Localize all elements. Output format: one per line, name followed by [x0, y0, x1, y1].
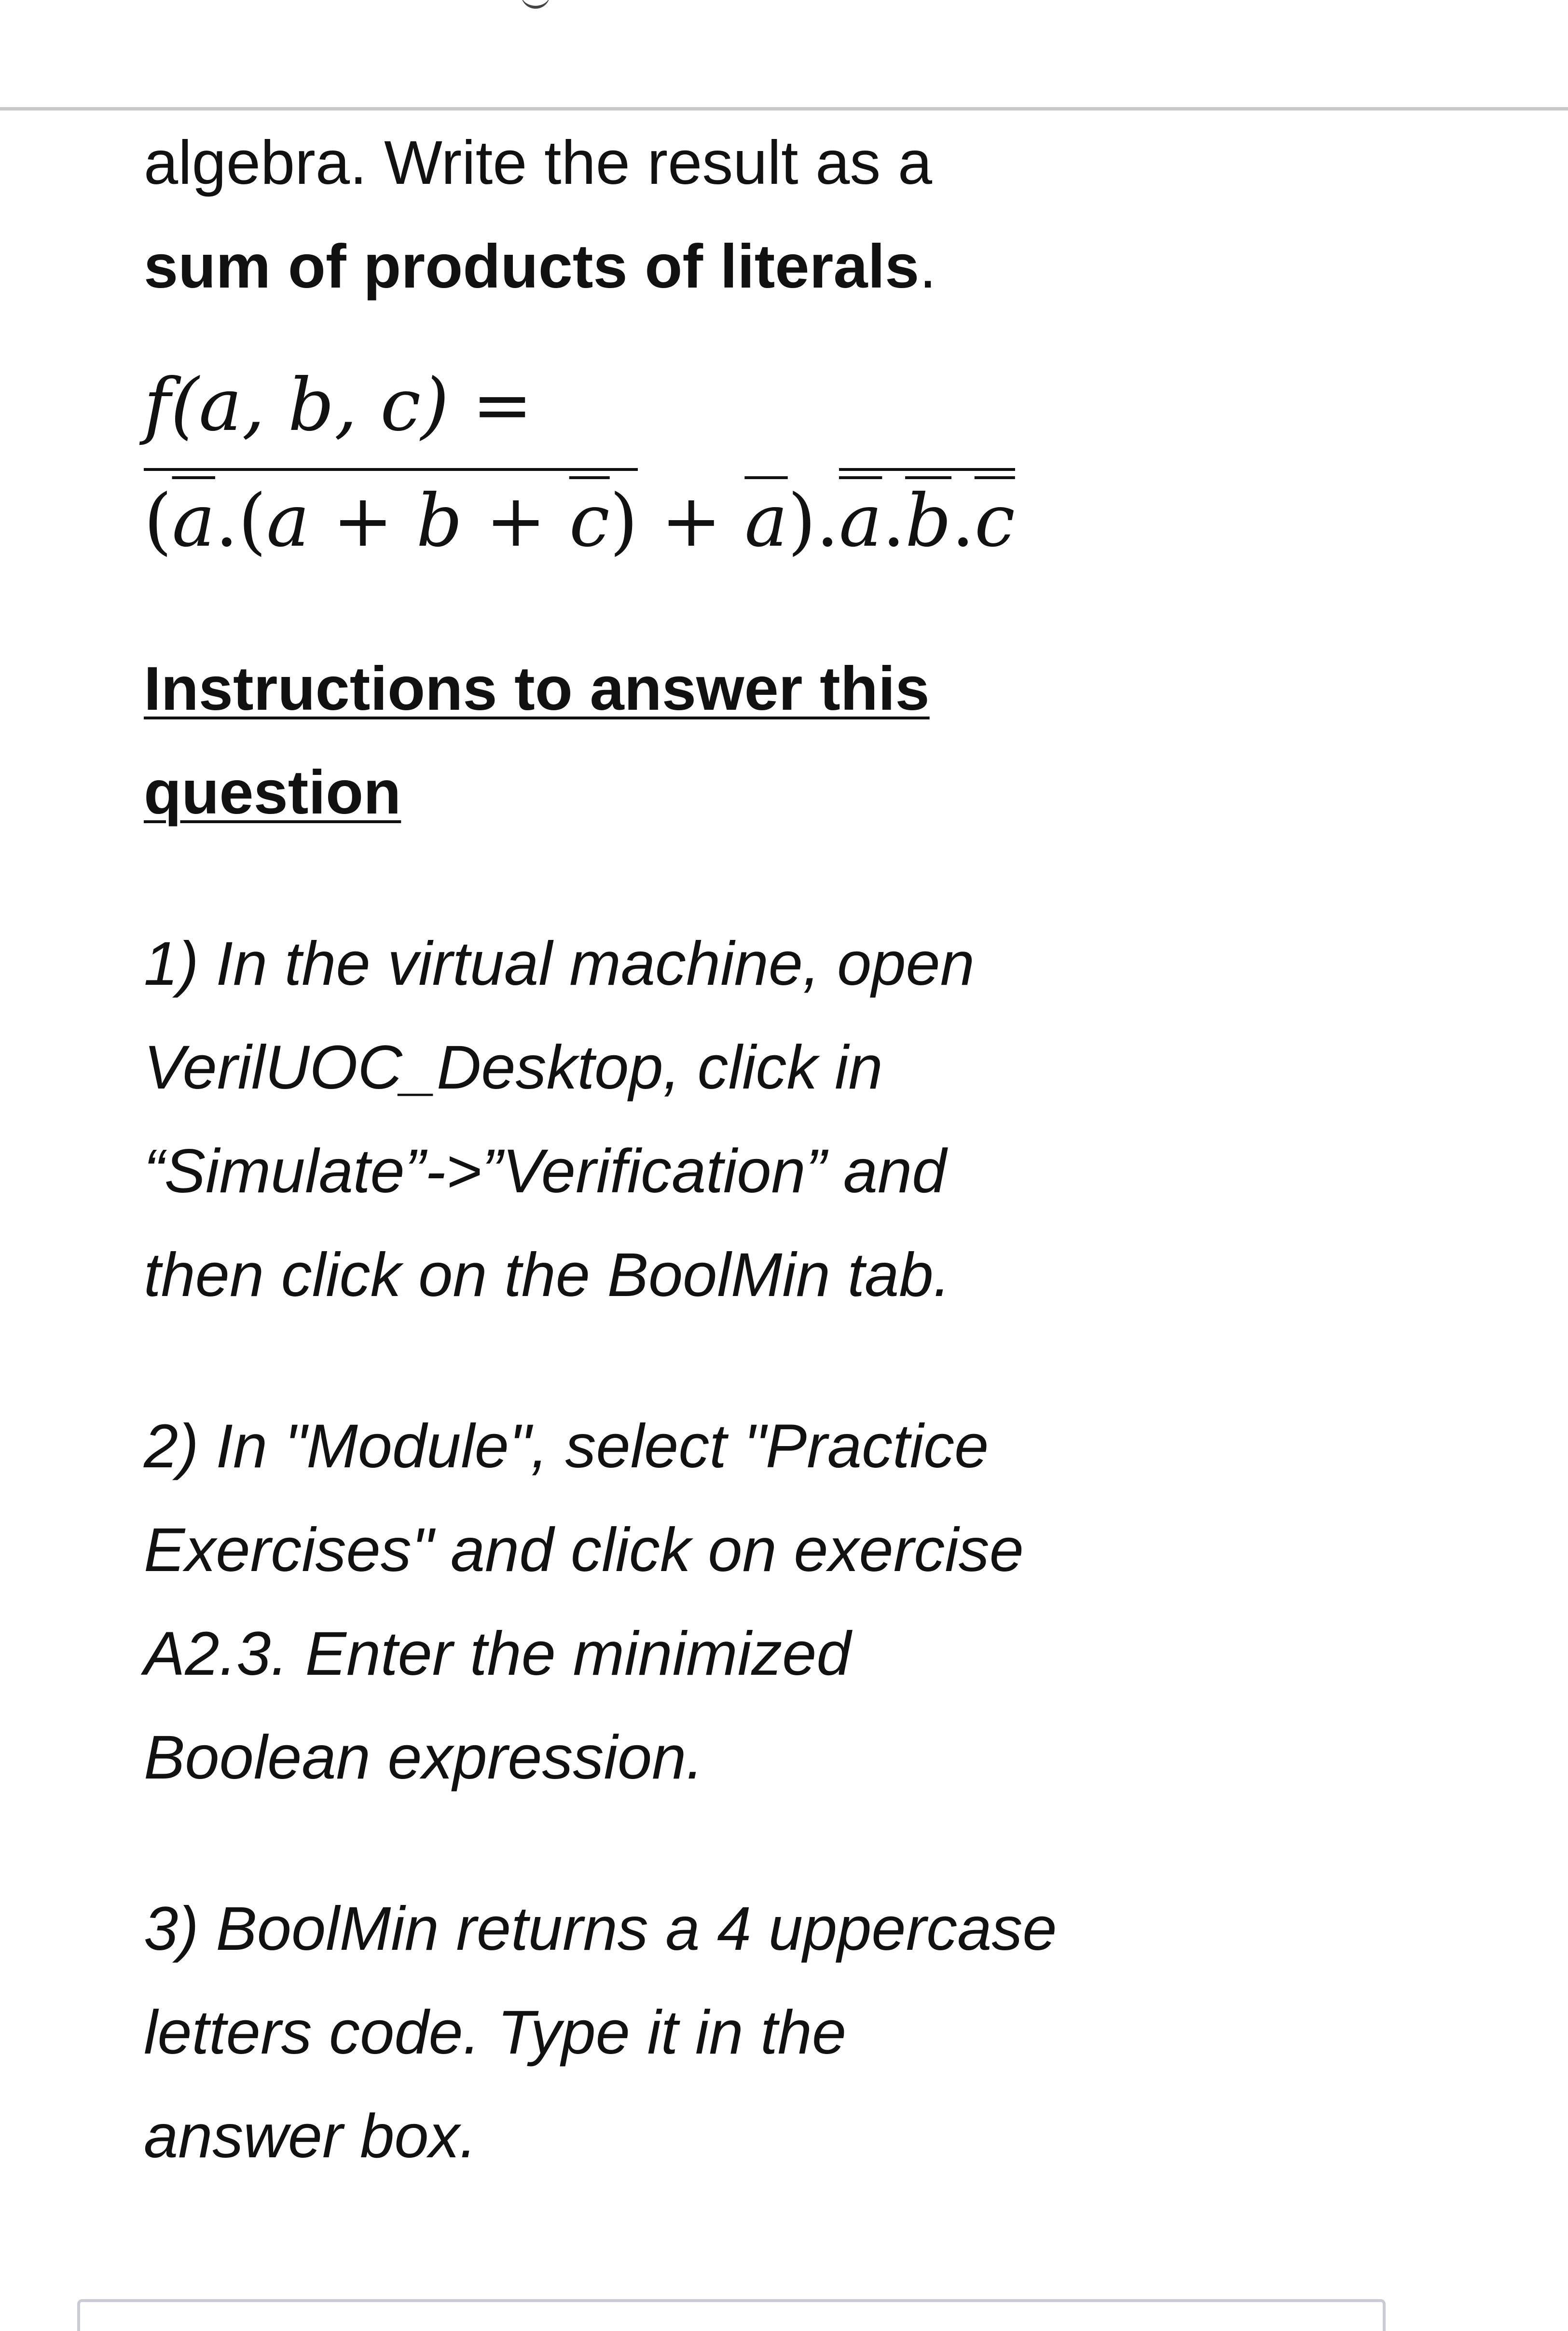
question-content	[144, 111, 1109, 2188]
formula-rhs	[144, 463, 1109, 579]
instructions-heading: Instructions to answer this question	[144, 654, 930, 827]
instruction-step-1: 1) In the virtual machine, open VerilUOC_Desktop, click in “Simulate”->”Verification” and then click on the BoolMin tab.	[144, 929, 975, 1310]
top-divider	[0, 107, 1568, 110]
instruction-step-3: 3) BoolMin returns a 4 uppercase letters code. Type it in the answer box.	[144, 1894, 1057, 2171]
formula-rhs-visual: $(\overline{a}.(a + b + \overline{c}) + \overline{a}).\overline{a}.\overline{b}.\overline{c}$	[144, 479, 1015, 563]
instruction-step-2: 2) In "Module", select "Practice Exercises" and click on exercise A2.3. Enter the minimized Boolean expression.	[144, 1412, 1024, 1792]
formula-rhs-text	[1015, 463, 1016, 464]
intro-bold-phrase: sum of products of literals	[144, 232, 920, 301]
intro-line-2	[144, 215, 1109, 318]
formula-lhs: f(a, b, c) =	[144, 363, 533, 447]
scroll-arc-decoration	[521, 0, 550, 9]
intro-period: .	[919, 232, 936, 301]
intro-line-1: algebra. Write the result as a	[144, 128, 932, 197]
answer-input-box[interactable]	[77, 2299, 1386, 2331]
